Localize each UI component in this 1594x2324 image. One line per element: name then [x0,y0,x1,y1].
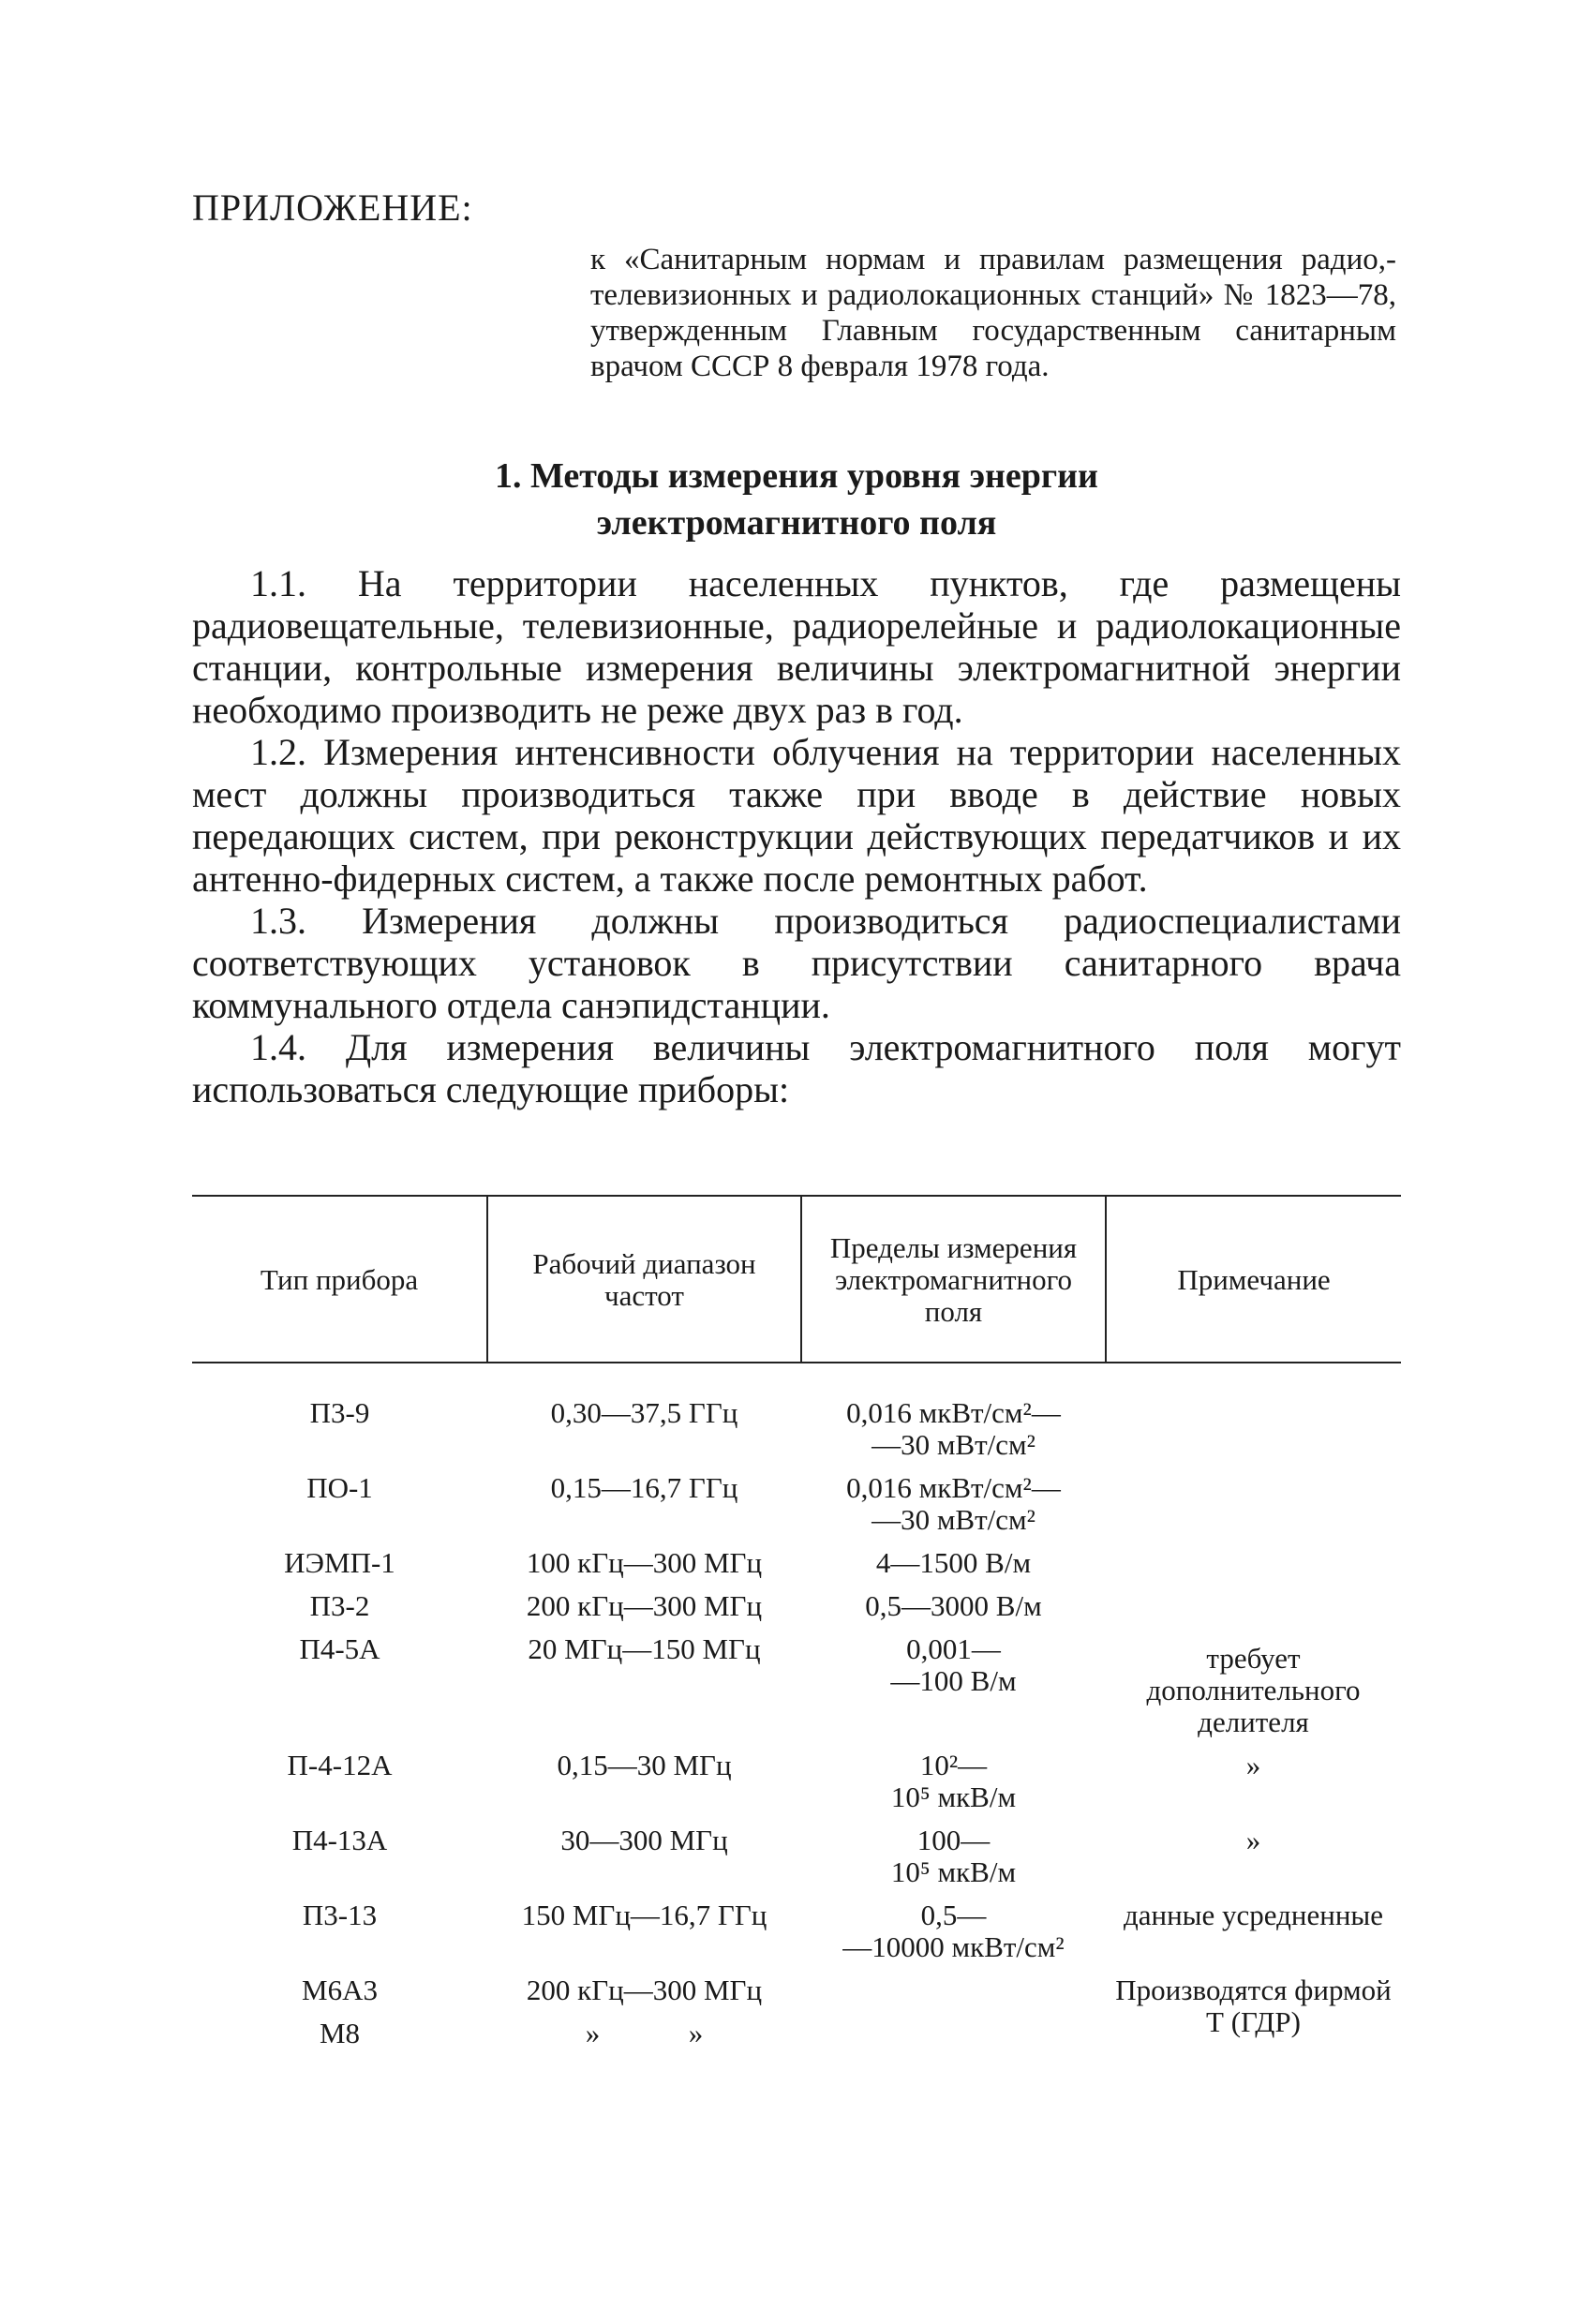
cell-range: 0,30—37,5 ГГц [550,1396,738,1429]
cell-limits: 10²— 10⁵ мкВ/м [890,1749,1017,1813]
ditto-mark: » [688,2017,704,2049]
section-title-line-2: электромагнитного поля [596,503,997,543]
cell-note [1106,1543,1401,1587]
paragraph-1-2: 1.2. Измерения интенсивности облучения на территории населенных мест должны производиться также при вводе в действие новых передающих систем, при реконструкции действующих передатчиков и их антенно-фидерных систем, а также после ремонтных работ. [192,731,1401,900]
cell-type: ПО-1 [306,1471,373,1504]
cell-note [1106,1468,1401,1543]
cell-limits: 100— 10⁵ мкВ/м [890,1824,1017,1888]
header-type: Тип прибора [192,1196,487,1363]
cell-type: М6А3 [302,1974,378,2006]
cell-note: » [1245,1824,1261,1856]
section-title [192,453,1401,546]
table-row [192,1543,1401,1587]
cell-limits: 4—1500 В/м [875,1546,1032,1579]
cell-range: 150 МГц—16,7 ГГц [521,1899,767,1931]
cell-limits: 0,016 мкВт/см²— —30 мВт/см² [846,1396,1061,1461]
header-limits: Пределы измерения электромагнитного поля [801,1196,1106,1363]
cell-type: П4-5А [299,1632,380,1665]
instruments-table [192,1195,1401,2057]
appendix-note: к «Санитарным нормам и правилам размещения радио,- телевизионных и радиолокационных станций» № 1823—78, утвержденным Главным государственным санитарным врачом СССР 8 февраля 1978 года. [590,243,1396,383]
body-text [192,562,1401,1110]
cell-range: 0,15—30 МГц [557,1749,732,1781]
cell-limits [801,1971,1106,2014]
cell-type: П3-13 [302,1899,378,1931]
cell-limits [801,2014,1106,2057]
header-range: Рабочий диапазон частот [487,1196,801,1363]
cell-type: М8 [319,2017,361,2049]
cell-range: 30—300 МГц [560,1824,728,1856]
paragraph-1-3: 1.3. Измерения должны производиться радиоспециалистами соответствующих установок в присутствии санитарного врача коммунального отдела санэпидстанции. [192,900,1401,1026]
section-title-line-1: 1. Методы измерения уровня энергии [495,456,1098,496]
cell-limits: 0,016 мкВт/см²— —30 мВт/см² [846,1471,1061,1536]
table-row [192,1821,1401,1896]
cell-note [1106,1363,1401,1468]
cell-note: требует дополнительного делителя [1146,1642,1361,1738]
appendix-label: ПРИЛОЖЕНИЕ: [192,186,473,229]
header-note: Примечание [1106,1196,1401,1363]
cell-range: 200 кГц—300 МГц [526,1974,763,2006]
cell-note: » [1245,1749,1261,1781]
cell-limits: 0,001— —100 В/м [890,1632,1017,1697]
table-row [192,1587,1401,1630]
table-row [192,1896,1401,1971]
instruments-table-wrap [192,1195,1401,2057]
table-row [192,1468,1401,1543]
cell-range: 100 кГц—300 МГц [526,1546,763,1579]
table-row [192,1363,1401,1468]
cell-note: Производятся фирмой Т (ГДР) [1115,1974,1392,2038]
cell-type: ИЭМП-1 [284,1546,395,1579]
cell-limits: 0,5— —10000 мкВт/см² [842,1899,1065,1963]
ditto-mark: » [585,2017,601,2049]
paragraph-1-4: 1.4. Для измерения величины электромагнитного поля могут использоваться следующие приборы: [192,1026,1401,1110]
cell-limits: 0,5—3000 В/м [865,1589,1042,1622]
table-row [192,1630,1401,1746]
table-row [192,1746,1401,1821]
table-row [192,1971,1401,2014]
cell-range [487,2014,801,2057]
paragraph-1-1: 1.1. На территории населенных пунктов, где размещены радиовещательные, телевизионные, радиорелейные и радиолокационные станции, контрольные измерения величины электромагнитной энергии необходимо производить не реже двух раз в год. [192,562,1401,731]
cell-range: 0,15—16,7 ГГц [550,1471,738,1504]
cell-type: П-4-12А [287,1749,393,1781]
cell-range: 200 кГц—300 МГц [526,1589,763,1622]
cell-range: 20 МГц—150 МГц [528,1632,761,1665]
cell-note: данные усредненные [1123,1899,1384,1931]
table-header-row [192,1196,1401,1363]
cell-type: П3-2 [309,1589,370,1622]
cell-type: П3-9 [309,1396,370,1429]
cell-type: П4-13А [291,1824,388,1856]
cell-note [1106,1587,1401,1630]
